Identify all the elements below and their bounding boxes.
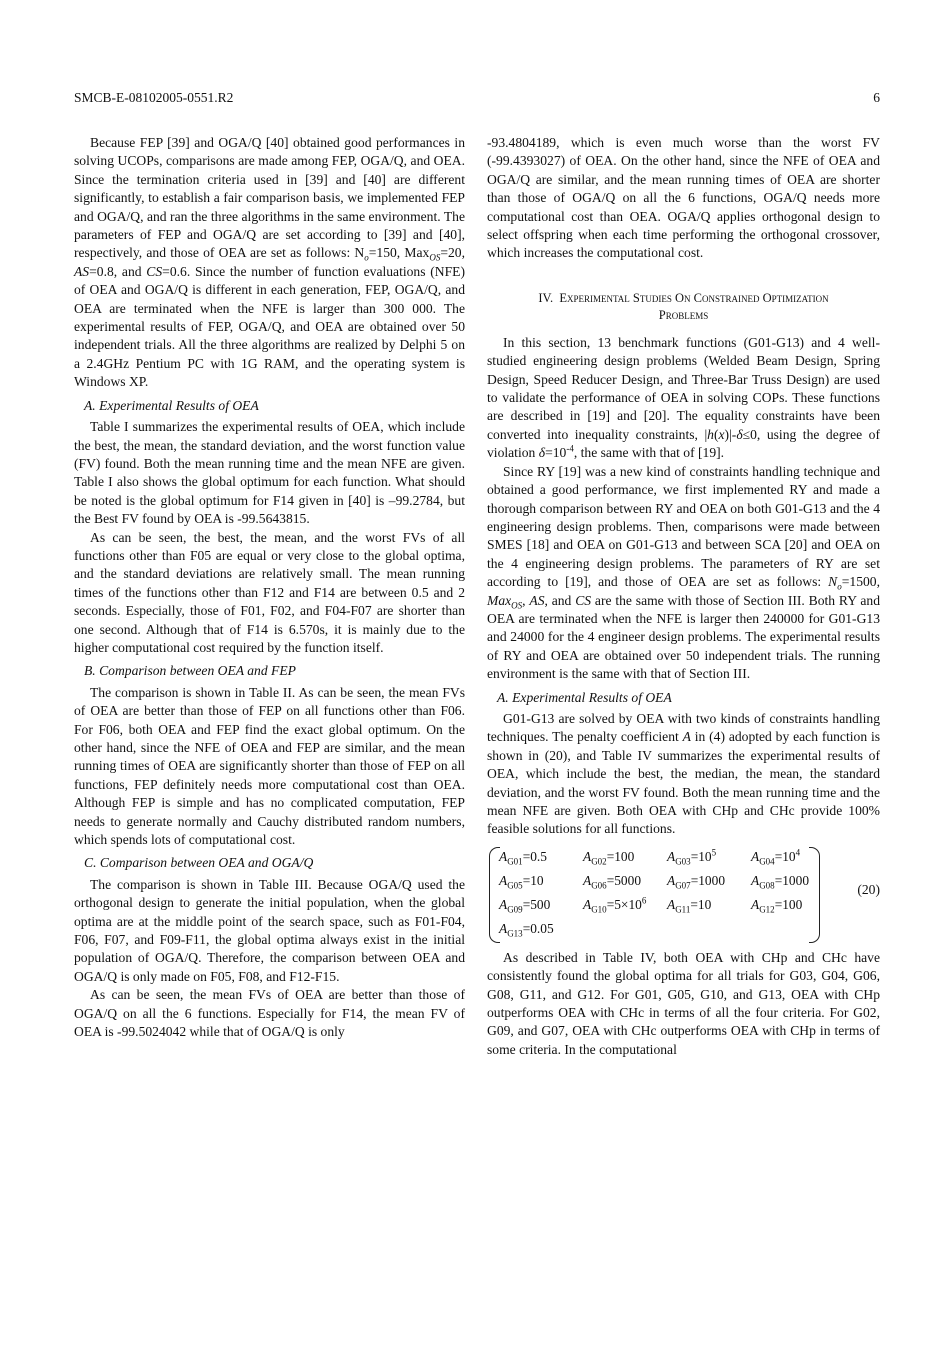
subsection-heading: A. Experimental Results of OEA bbox=[84, 397, 259, 413]
paragraph: Table I summarizes the experimental results of OEA, which include the best, the mean, the standard deviation, and the worst function value (FV) found. Both the mean running time and the mean NFE are given. Table I also shows the global optimum for each function. What should be noted is the global optimum for F14 given in [40] is –99.2784, but the Best FV found by OEA is -99.5643815. bbox=[74, 419, 465, 527]
equation-number: (20) bbox=[857, 881, 880, 897]
paragraph: As can be seen, the mean FVs of OEA are better than those of OGA/Q on all the 6 functions. Especially for F14, the mean FV of OEA is -99.5024042 while that of OGA/Q is only bbox=[74, 987, 465, 1040]
paragraph: In this section, 13 benchmark functions (G01-G13) and 4 well-studied engineering design problems (Welded Beam Design, Spring Design, Speed Reducer Design, and Three-Bar Truss Design) are used to validate the performance of OEA in solving COPs. These functions are described in [19] and [20]. The equality constraints have been converted into inequality constraints, |h(x)|-δ≤0, using the degree of violation $\delta=10^{-4}$, the same with that of [19]. bbox=[487, 334, 880, 461]
penalty-coefficient-g08: $A_{G08}=1000$ bbox=[751, 872, 810, 891]
penalty-coefficient-g03: $A_{G03}=10^5$ bbox=[667, 847, 717, 867]
subsection-heading: A. Experimental Results of OEA bbox=[497, 689, 672, 705]
penalty-coefficient-g12: $A_{G12}=100$ bbox=[751, 896, 803, 915]
penalty-coefficient-g10: $A_{G10}=5\times 10^6$ bbox=[583, 895, 647, 915]
right-column bbox=[487, 134, 880, 1059]
running-header bbox=[74, 90, 880, 110]
paragraph: The comparison is shown in Table III. Because OGA/Q used the orthogonal design to generate the initial population, when the global optima are at the middle point of the search space, such as F01-F04, F06, F07, and F09-F11, the global optima always exist in the initial population of OGA/Q. Therefore, the comparison between OEA and OGA/Q is only made on F05, F08, and F12-F15. bbox=[74, 876, 465, 984]
paragraph: As described in Table IV, both OEA with CHp and CHc have consistently found the global optima for all trials for G03, G04, G06, G08, G11, and G12. For G01, G05, G10, and G13, OEA with CHp outperforms OEA with CHc in terms of all the four criteria. For G02, G09, and G07, OEA with CHc outperforms OEA with CHp in terms of some criteria. In the computational bbox=[487, 949, 880, 1057]
paragraph: -93.4804189, which is even much worse than the worst FV (-99.4393027) of OEA. On the other hand, since the NFE of OEA and OGA/Q are similar, and the mean running times of OEA are shorter than those of OGA/Q on all the 6 functions, OGA/Q needs more computational cost than OEA. OGA/Q applies orthogonal design to select offspring when each time performing the orthogonal crossover, which increases the computational cost. bbox=[487, 135, 880, 261]
penalty-coefficient-g13: $A_{G13}=0.05$ bbox=[499, 920, 554, 939]
penalty-coefficient-g01: $A_{G01}=0.5$ bbox=[499, 848, 547, 867]
penalty-coefficient-g09: $A_{G09}=500$ bbox=[499, 896, 551, 915]
equation-row bbox=[499, 893, 835, 917]
equation-row bbox=[499, 845, 835, 869]
penalty-coefficient-g11: $A_{G11}=10$ bbox=[667, 896, 712, 915]
equation-20 bbox=[487, 845, 880, 947]
paragraph: G01-G13 are solved by OEA with two kinds of constraints handling techniques. The penalty coefficient A in (4) adopted by each function is shown in (20), and Table IV summarizes the experimental results of OEA, which include the best, the median, the mean, the standard deviation, and the worst FV found. Both the mean running time and the mean NFE are given. Both OEA with CHp and CHc provide 100% feasible solutions for all functions. bbox=[487, 710, 881, 837]
penalty-coefficient-g05: $A_{G05}=10$ bbox=[499, 872, 544, 891]
page-number: 6 bbox=[873, 90, 880, 105]
penalty-coefficient-g02: $A_{G02}=100$ bbox=[583, 848, 635, 867]
penalty-coefficient-g04: $A_{G04}=10^4$ bbox=[751, 847, 801, 867]
penalty-coefficient-g07: $A_{G07}=1000$ bbox=[667, 872, 726, 891]
paragraph: The comparison is shown in Table II. As can be seen, the mean FVs of OEA are better than those of FEP on all functions other than F06. For F06, both OEA and FEP find the exact global optimum. On the other hand, since the NFE of OEA and FEP are similar, and the mean running times of OEA are significantly shorter than those of FEP on all functions, FEP definitely needs more computational cost than OEA. Although FEP is simple and has no complicated computation, FEP needs to generate normally and Cauchy distributed random numbers, which spends lots of computational cost. bbox=[74, 684, 465, 848]
left-column bbox=[74, 134, 465, 1042]
equation-row bbox=[499, 869, 835, 893]
subsection-heading: B. Comparison between OEA and FEP bbox=[84, 663, 296, 679]
subsection-heading: C. Comparison between OEA and OGA/Q bbox=[84, 855, 314, 871]
section-heading: IV. Experimental Studies On Constrained Optimization Problems bbox=[538, 290, 829, 322]
paragraph: Since RY [19] was a new kind of constraints handling technique and obtained a good performance, we first implemented RY and made a thorough comparison between RY and OEA on both G01-G13 and the 4 engineering design problems. Then, comparisons were made between SMES [18] and OEA on G01-G13 and between SCA [20] and OEA on the 4 engineering design problems. The parameters of RY are set according to [19], and those of OEA are set as follows: $N_o=1500$, Max$_{OS}$, AS, and CS are the same with those of Section III. Both RY and OEA are terminated when the NFE is larger then 240000 for G01-G13 and 24000 for the 4 engineer design problems. The experimental results of RY and OEA are obtained over 50 independent trials. The running environment is the same with that of Section III. bbox=[487, 463, 881, 682]
manuscript-id: SMCB-E-08102005-0551.R2 bbox=[74, 90, 234, 105]
penalty-coefficient-matrix bbox=[499, 845, 835, 941]
equation-row bbox=[499, 917, 835, 941]
penalty-coefficient-g06: $A_{G06}=5000$ bbox=[583, 872, 642, 891]
paragraph: As can be seen, the best, the mean, and the worst FVs of all functions other than F05 are equal or very close to the global optima, and the standard deviations are relatively small. The mean running times of the functions other than F12 and F14 are between 0.5 and 2 seconds. Especially, those of F01, F02, and F04-F07 are shorter than one second. Although that of F14 is 6.570s, it is mainly due to the higher computational cost required by the function itself. bbox=[74, 529, 465, 655]
paragraph: Because FEP [39] and OGA/Q [40] obtained good performances in solving UCOPs, comparisons are made among FEP, OGA/Q, and OEA. Since the termination criteria used in [39] and [40] are different significantly, to establish a fair comparison basis, we implemented FEP and OGA/Q, and ran the three algorithms in the same environment. The parameters of FEP and OGA/Q are set according to [39] and [40], respectively, and those of OEA are set as follows: $N_o=150$, Max$_{OS}$=20, AS=0.8, and CS=0.6. Since the number of function evaluations (NFE) of OEA and OGA/Q is different in each generation, FEP, OGA/Q, and OEA are terminated when the NFE is larger than 300 000. The experimental results of FEP, OGA/Q, and OEA are obtained over 50 independent trials. All the three algorithms are realized by Delphi 5 on a 2.4GHz Pentium PC with 1G RAM, and the operating system is Windows XP. bbox=[74, 135, 465, 390]
